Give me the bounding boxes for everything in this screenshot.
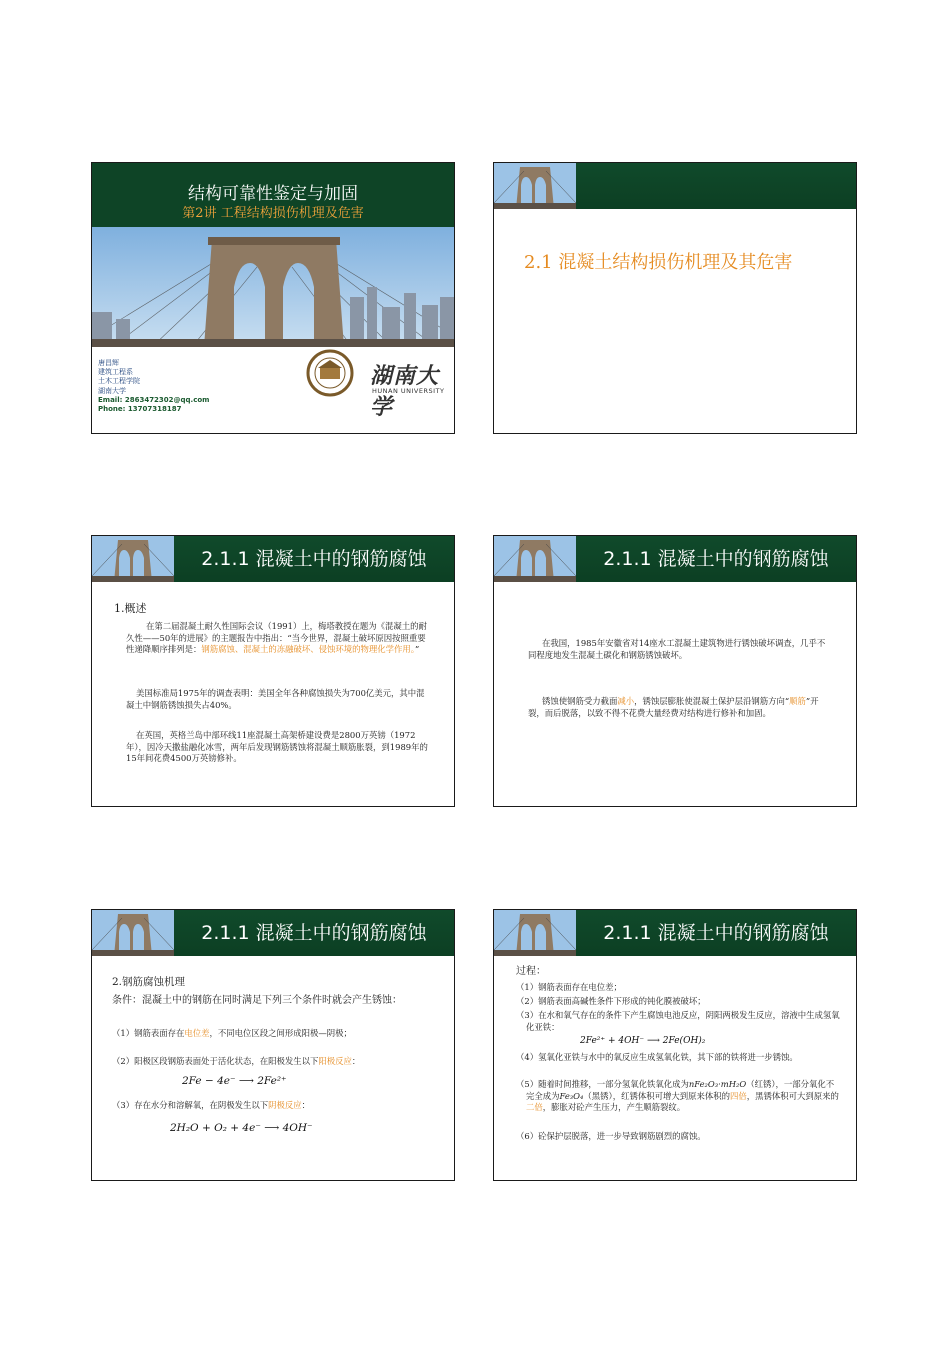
cathode-formula: 2H₂O + O₂ + 4e⁻ ⟶ 4OH⁻ [170,1122,313,1134]
text: ”开裂，而后脱落，以致不得不花费大量经费对结构进行修补和加固。 [528,696,819,718]
subheading: 1.概述 [114,602,147,615]
text: （黑锈），红锈体积可增大到原来体积的 [583,1090,730,1101]
anode-formula: 2Fe − 4e⁻ ⟶ 2Fe²⁺ [182,1075,287,1087]
university-seal-icon [306,349,354,397]
header-bar [494,536,856,582]
bridge-thumbnail [92,910,174,956]
text: ，锈蚀层膨胀使混凝土保护层沿钢筋方向“ [634,696,790,706]
highlight-text: 减小 [617,696,635,706]
formula-text: Fe₃O₄ [559,1090,584,1101]
slide-6 [493,909,857,1181]
text: ： [351,1056,361,1066]
text: ” [414,644,420,654]
author-school: 土木工程学院 [98,377,140,386]
step-5 [516,1079,842,1114]
step-3: （3）在水和氧气存在的条件下产生腐蚀电池反应，阴阳两极发生反应，溶液中生成氢氧化亚铁： [516,1010,840,1032]
course-title: 结构可靠性鉴定与加固 [188,184,358,204]
highlight-text: 阴极反应 [268,1100,302,1110]
text: （2）阳极区段钢筋表面处于活化状态，在阳极发生以下 [112,1056,319,1066]
text: ： [301,1100,310,1110]
highlight-text: 阳极反应 [318,1056,352,1066]
subheading: 2.钢筋腐蚀机理 [112,976,186,988]
header-bar [92,910,454,956]
highlight-text: 顺筋 [789,696,806,706]
highlight-text: 四倍 [729,1090,747,1101]
text: （红锈），一部分氧化不完全成为 [526,1079,835,1101]
step-6: （6）砼保护层脱落，进一步导致钢筋剧烈的腐蚀。 [516,1131,706,1141]
paragraph-1: 在我国，1985年安徽省对14座水工混凝土建筑物进行锈蚀破坏调查，几乎不同程度地发生混凝土碳化和钢筋锈蚀破坏。 [528,638,826,660]
condition-2 [112,1056,432,1068]
condition-3 [112,1100,432,1112]
university-logo-en: HUNAN UNIVERSITY [372,387,445,395]
step-4: （4）氢氧化亚铁与水中的氧反应生成氢氧化铁，其下部的铁将进一步锈蚀。 [516,1052,798,1062]
text: ，膨胀对砼产生压力，产生顺筋裂纹。 [542,1102,686,1112]
slide-5 [91,909,455,1181]
header-bar [92,536,454,582]
author-name: 唐昌辉 [98,359,119,367]
author-info [98,359,209,414]
author-dept: 建筑工程系 [98,368,133,377]
highlight-text: 电位差 [184,1028,210,1038]
section-heading: 2.1 混凝土结构损伤机理及其危害 [524,252,793,273]
text: （1）钢筋表面存在 [112,1028,185,1038]
text: 锈蚀使钢筋受力截面 [542,696,618,706]
paragraph-3: 在英国，英格兰岛中部环线11座混凝土高架桥建设费是2800万英镑（1972年），因冷天撒盐融化冰雪，两年后发现钢筋锈蚀将混凝土顺筋胀裂，到1989年的15年间花费4500万英镑修补。 [126,730,428,763]
slide-1 [91,162,455,434]
author-phone: Phone: 13707318187 [98,405,182,414]
paragraph-1 [126,621,432,656]
process-heading: 过程： [516,966,546,977]
paragraph-2 [528,696,828,719]
slide-3 [91,535,455,807]
author-email: Email: 2863472302@qq.com [98,395,210,404]
highlight-text: 钢筋腐蚀、混凝土的冻融破坏、侵蚀环境的物理化学作用。 [201,644,415,654]
author-univ: 湖南大学 [98,386,126,395]
text: ，不同电位区段之间形成阳极—阴极； [209,1028,352,1038]
ferrous-hydroxide-formula: 2Fe²⁺ + 4OH⁻ ⟶ 2Fe(OH)₂ [580,1036,706,1046]
condition-text: 条件：混凝土中的钢筋在同时满足下列三个条件时就会产生锈蚀： [112,995,402,1006]
slide-4 [493,535,857,807]
bridge-thumbnail [92,536,174,582]
text: ，黑锈体积可大到原来的 [746,1090,839,1101]
formula-text: nFe₂O₃·mH₂O [688,1079,747,1089]
paragraph-2: 美国标准局1975年的调查表明：美国全年各种腐蚀损失为700亿美元，其中混凝土中钢筋锈蚀损失占40%。 [126,688,425,710]
header-bar [494,163,856,209]
slide-2 [493,162,857,434]
condition-1 [112,1028,432,1040]
bridge-thumbnail [494,910,576,956]
header-bar [494,910,856,956]
slide-title: 2.1.1 混凝土中的钢筋腐蚀 [201,922,427,944]
slide-title: 2.1.1 混凝土中的钢筋腐蚀 [201,548,427,570]
highlight-text: 二倍 [526,1102,543,1112]
text: （5）随着时间推移，一部分氢氧化铁氧化成为 [516,1079,689,1089]
university-logo-cn: 湖南大学 [370,363,440,420]
bridge-photo [92,227,454,347]
bridge-thumbnail [494,163,576,209]
text: （3）存在水分和溶解氧，在阴极发生以下 [112,1100,269,1110]
step-1: （1）钢筋表面存在电位差； [516,982,622,992]
slide-title: 2.1.1 混凝土中的钢筋腐蚀 [603,548,829,570]
text: 在第二届混凝土耐久性国际会议（1991）上，梅塔教授在题为《混凝土的耐久性——50年的进展》的主题报告中指出：“当今世界，混凝土破坏原因按照重要性递降顺序排列是： [126,621,427,654]
slide-title: 2.1.1 混凝土中的钢筋腐蚀 [603,922,829,944]
lecture-subtitle: 第2讲 工程结构损伤机理及危害 [182,206,364,221]
bridge-thumbnail [494,536,576,582]
step-2: （2）钢筋表面高碱性条件下形成的钝化膜被破坏； [516,996,706,1006]
